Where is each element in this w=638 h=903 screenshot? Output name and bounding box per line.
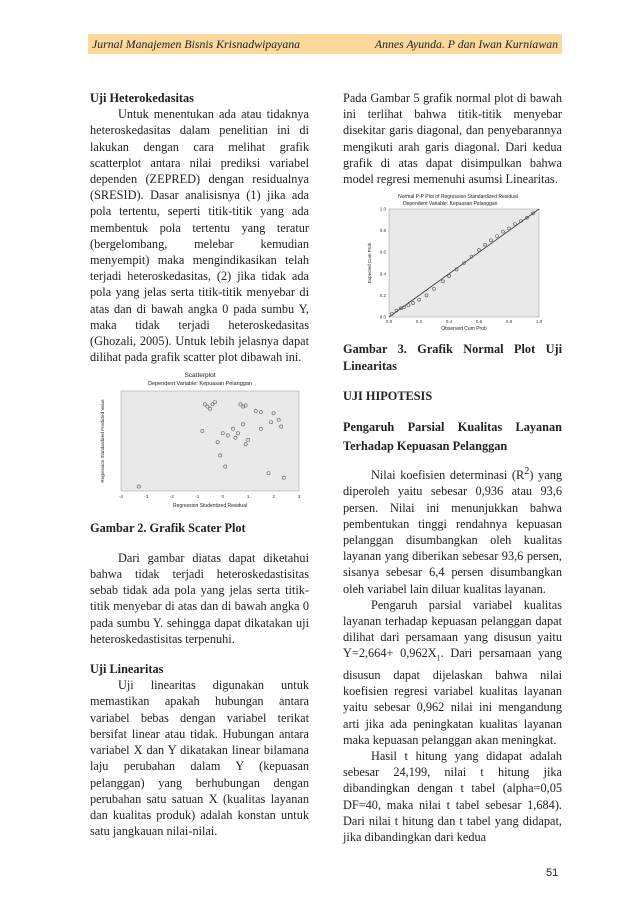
heading-linearitas: Uji Linearitas [90,662,164,677]
figure-3-caption: Gambar 3. Grafik Normal Plot Uji Linearitas [343,342,562,373]
pp-x-tick-label: 0.4 [445,319,452,325]
heading-pengaruh-parsial: Pengaruh Parsial Kualitas Layanan Terhadap Kepuasan Pelanggan [343,420,562,454]
paragraph-hetero-result: Dari gambar diatas dapat diketahui bahwa tidak terjadi heteroskedastisitas sebab tidak ada pola yang jelas serta titik-titik menyebar di atas dan di bawah angka 0 pada sumbu Y. sehingga dapat dikatakan uji heteroskedastisitas terpenuhi. [90,550,309,646]
scatter-x-tick-label: -4 [118,494,123,500]
scatter-x-tick-label: -2 [169,494,174,500]
paragraph-koefisien [343,464,562,597]
scatter-x-tick-label: 2 [271,494,275,500]
text-part: Nilai koefisien determinasi (R [371,468,525,483]
scatter-x-tick-label: 0 [220,494,224,500]
superscript: 2 [524,466,530,478]
text-part: ) yang diperoleh yaitu sebesar 0,936 atau 93,6 persen. Nilai ini menunjukkan bahwa pembentukan tinggi rendahnya kepuasan pelanggan disumbangkan oleh kualitas layanan yang diberikan sebesar 93,6 persen, sisanya sebesar 6,4 persen disumbangkan oleh variabel lain diluar kualitas layanan. [343,468,562,596]
scatter-plot-area [121,391,299,491]
left-column [90,90,309,839]
text-part: Pengaruh parsial variabel kualitas layanan terhadap kepuasan pelanggan dapat dilihat dari persamaan yang disusun yaitu Y=2,664+ 0,962X [343,597,562,661]
pp-x-tick-label: 0.6 [475,319,482,325]
pp-x-tick-label: 0.0 [385,319,392,325]
scatterplot-chart [95,369,305,509]
pp-title: Normal P-P Plot of Regression Standardized Residual [397,194,518,201]
scatter-x-tick-label: -1 [194,494,199,500]
article-authors: Annes Ayunda. P dan Iwan Kurniawan [374,37,558,51]
paragraph-normal-plot: Pada Gambar 5 grafik normal plot di bawah ini terlihat bahwa titik-titik menyebar disekitar garis diagonal, dan penyebarannya mengikuti arah garis diagonal. Dari kedua grafik di atas dapat disimpulkan bahwa model regresi memenuhi asumsi Linearitas. [343,91,562,187]
figure-2-caption: Gambar 2. Grafik Scater Plot [90,520,246,535]
scatter-x-tick-label: 3 [297,494,300,500]
pp-xlabel: Observed Cum Prob [440,326,487,332]
pp-x-tick-label: 0.8 [505,319,512,325]
pp-ylabel: Expected Cum Prob [366,243,372,284]
paragraph-persamaan [343,597,562,748]
paragraph-hetero: Untuk menentukan ada atau tidaknya heteroskedasitas dalam penelitian ini di lakukan dengan cara melihat grafik scatterplot antara nilai prediksi variabel dependen (ZEPRED) dengan residualnya (SRESID). Dasar analisisnya (1) jika ada pola tertentu, seperti titik-titik yang ada membentuk pola tertentu yang teratur (bergelombang, melebar kemudian menyempit) maka mengindikasikan telah terjadi heteroskedasitas, (2) jika tidak ada pola yang jelas serta titik-titik menyebar di atas dan di bawah angka 0 pada sumbu Y, maka tidak terjadi heteroskedasitas (Ghozali, 2005). Untuk lebih jelasnya dapat dilihat pada grafik scatter plot dibawah ini. [90,107,309,365]
figure-pp-plot [343,191,562,335]
scatter-subtitle: Dependent Variable: Kepuasan Pelanggan [147,381,252,388]
scatter-xlabel: Regression Studentized Residual [172,503,247,510]
normal-pp-plot-chart [363,191,543,331]
pp-subtitle: Dependent Variable: Kepuasan Pelanggan [402,201,497,208]
heading-heteroskedasitas: Uji Heterokedasitas [90,91,194,105]
page-number: 51 [546,867,559,879]
pp-y-tick-label: 0.6 [379,249,386,255]
pp-y-tick-label: 1.0 [379,206,386,212]
pp-y-tick-label: 0.8 [379,228,386,234]
scatter-ylabel: Regression Standardized Predicted Value [99,399,105,484]
journal-title: Jurnal Manajemen Bisnis Krisnadwipayana [92,37,301,51]
scatter-title: Scatterplot [183,372,216,380]
heading-uji-hipotesis: UJI HIPOTESIS [343,388,433,403]
right-column [343,90,562,845]
subscript: 1 [436,653,441,663]
pp-x-tick-label: 0.2 [415,319,422,325]
scatter-x-tick-label: -3 [143,494,148,500]
pp-y-tick-label: 0.4 [379,271,386,277]
figure-scatterplot [90,369,309,513]
pp-y-tick-label: 0.2 [379,293,386,299]
pp-x-tick-label: 1.0 [535,319,542,325]
paragraph-linearitas: Uji linearitas digunakan untuk memastikan apakah hubungan antara variabel bebas dengan variabel terikat bersifat linear atau tidak. Hubungan antara variabel X dan Y dikatakan linear bilamana laju perubahan dalam Y (kepuasan pelanggan) yang berhubungan dengan perubahan satu satuan X (kualitas layanan dan kualitas produk) adalah konstan untuk satu jangkauan nilai-nilai. [90,678,309,839]
paragraph-t-hitung: Hasil t hitung yang didapat adalah sebesar 24,199, nilai t hitung jika dibandingkan dengan t tabel (alpha=0,05 DF=40, maka nilai t tabel sebesar 1,684). Dari nilai t hitung dan t tabel yang didapat, jika dibandingkan dari kedua [343,749,562,845]
pp-y-tick-label: 0.0 [379,314,386,320]
scatter-x-tick-label: 1 [246,494,249,500]
journal-header [88,34,562,54]
text-part: . Dari persamaan yang disusun dapat dijelaskan bahwa nilai koefisien regresi variabel kualitas layanan yaitu sebesar 0,962 nilai ini mengandung arti jika ada peningkatan kualitas layanan maka kepuasan pelanggan akan meningkat. [343,646,562,747]
